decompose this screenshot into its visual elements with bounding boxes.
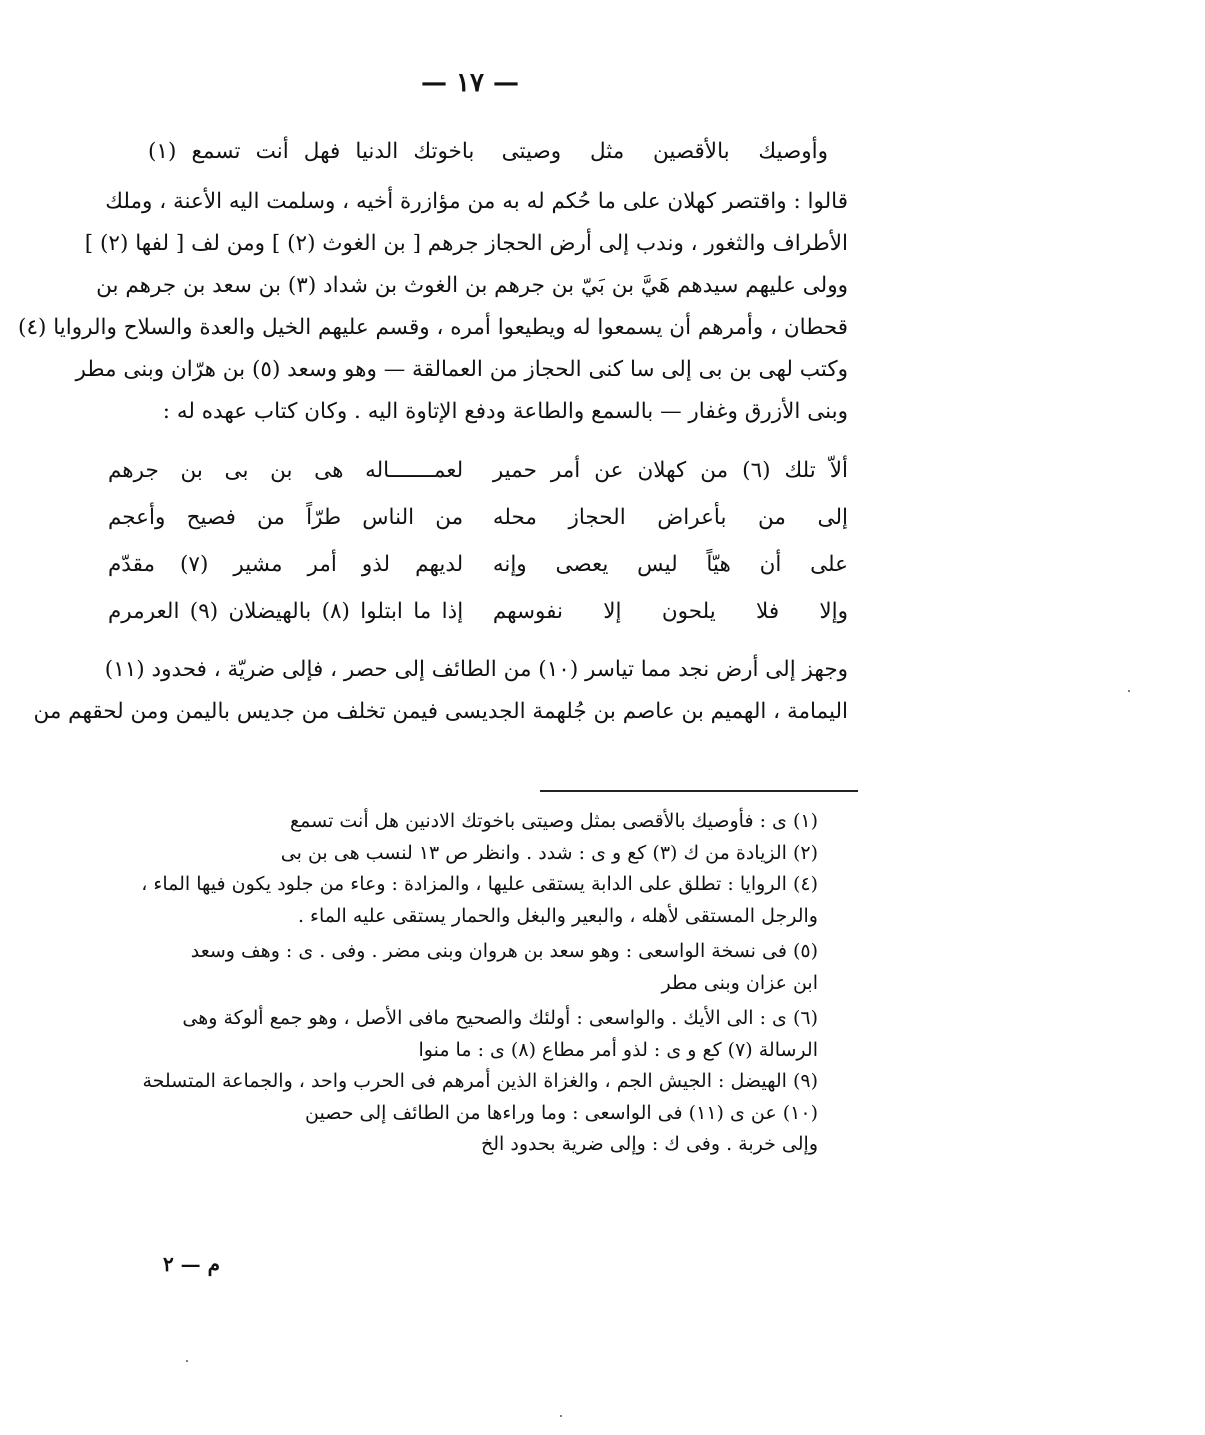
footnote-separator [540,790,858,792]
footnote-line: (٤) الروايا : تطلق على الدابة يستقى عليها ، والمزادة : وعاء من جلود يكون فيها الماء ، [141,873,818,895]
verse-first-hemistich: وأوصيك بالأقصين مثل وصيتى [501,139,828,164]
verse-line [108,128,848,175]
footnote-line: (١) ى : فأوصيك بالأقصى بمثل وصيتى باخوتك الادنين هل أنت تسمع [290,810,818,832]
footnote-line: والرجل المستقى لأهله ، والبعير والبغل والحمار يستقى عليه الماء . [297,904,818,927]
verse-second-hemistich: من الناس طرّاً من فصيح وأعجم [108,505,464,530]
footnote-line: (١٠) عن ى (١١) فى الواسعى : وما وراءها من الطائف إلى حصين [305,1101,818,1124]
footnote-line: (٥) فى نسخة الواسعى : وهو سعد بن هروان وبنى مضر . وفى . ى : وهف وسعد [190,940,818,962]
footnote-line: ابن عزان وبنى مطر [661,971,818,994]
poem-verse [108,494,848,541]
prose-line: اليمامة ، الهميم بن عاصم بن جُلهمة الجديسى فيمن تخلف من جديس باليمن ومن لحقهم من [33,699,848,724]
footnotes [128,806,818,1161]
verse-second-hemistich: إذا ما ابتلوا (٨) بالهيضلان (٩) العرمرم [108,599,464,624]
verse-first-hemistich: على أن هيّاً ليس يعصى وإنه [492,552,848,577]
prose-line: وولى عليهم سيدهم هَيَّ بن بَيّ بن جرهم بن الغوث بن شداد (٣) بن سعد بن جرهم بن [96,273,848,298]
main-text [18,128,849,733]
prose-line: وبنى الأزرق وغفار — بالسمع والطاعة ودفع الإتاوة اليه . وكان كتاب عهده له : [162,399,848,424]
verse-first-hemistich: ألاّ تلك (٦) من كهلان عن أمر حمير [492,458,849,483]
footnote-line: (٢) الزيادة من ك (٣) كع و ى : شدد . وانظر ص ١٣ لنسب هى بن بى [280,841,818,864]
verse-first-hemistich: وإلا فلا يلحون إلا نفوسهم [492,599,848,624]
footnote-line: (٦) ى : الى الأيك . والواسعى : أولئك والصحيح مافى الأصل ، وهو جمع ألوكة وهى [182,1007,818,1029]
footnote-line: الرسالة (٧) كع و ى : لذو أمر مطاع (٨) ى : ما منوا [418,1038,818,1061]
verse-second-hemistich: باخوتك الدنيا فهل أنت تسمع (١) [148,139,475,164]
poem-verse [108,447,848,494]
verse-second-hemistich: لديهم لذو أمر مشير (٧) مقدّم [108,552,464,577]
prose-line: وجهز إلى أرض نجد مما تياسر (١٠) من الطائف إلى حصر ، فإلى ضريّة ، فحدود (١١) [104,657,848,682]
prose-line: وكتب لهى بن بى إلى سا كنى الحجاز من العمالقة — وهو وسعد (٥) بن هرّان وبنى مطر [75,357,848,382]
printer-signature-mark: م — ٢ [162,1252,220,1276]
poem-verse [108,588,848,635]
footnote-line: (٩) الهيضل : الجيش الجم ، والغزاة الذين أمرهم فى الحرب واحد ، والجماعة المتسلحة [142,1070,818,1092]
page-number: — ١٧ — [420,68,520,98]
prose-line: الأطراف والثغور ، وندب إلى أرض الحجاز جرهم [ بن الغوث (٢) ] ومن لف [ لفها (٢) ] [84,231,848,256]
prose-line: قحطان ، وأمرهم أن يسمعوا له ويطيعوا أمره ، وقسم عليهم الخيل والعدة والسلاح والروايا (٤) [18,315,848,340]
footnote-line: وإلى خربة . وفى ك : وإلى ضرية بحدود الخ [481,1133,818,1155]
scan-speck [186,1360,188,1362]
verse-first-hemistich: إلى من بأعراض الحجاز محله [492,505,848,530]
poem-verse [108,541,848,588]
verse-second-hemistich: لعمـــــــاله هى بن بى بن جرهم [108,458,464,483]
scan-speck [560,1415,562,1417]
prose-line: قالوا : واقتصر كهلان على ما حُكم له به من مؤازرة أخيه ، وسلمت اليه الأعنة ، وملك [105,189,848,214]
scan-speck [1128,690,1130,692]
